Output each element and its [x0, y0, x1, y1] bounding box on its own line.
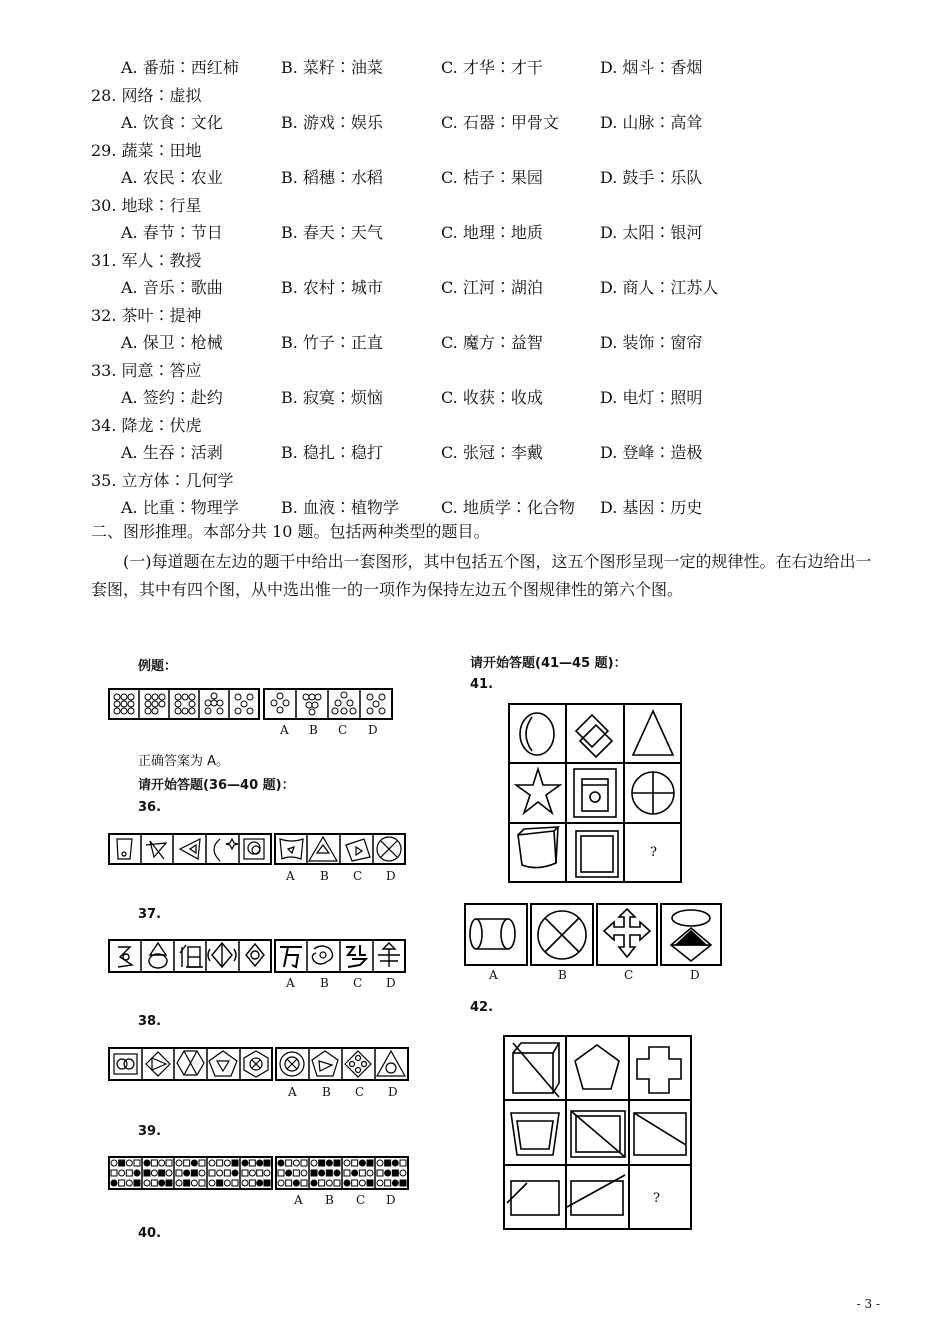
question-stem: 31. 军人∶教授 — [91, 251, 202, 270]
example-letter-d: D — [368, 723, 378, 737]
q39-dot — [159, 1180, 165, 1186]
q37-letter-b: B — [320, 976, 329, 990]
question-option-d: D. 装饰∶窗帘 — [600, 333, 703, 352]
q39-dot — [209, 1180, 215, 1186]
question-option-d: D. 电灯∶照明 — [600, 388, 703, 407]
question-stem: 32. 茶叶∶提神 — [91, 306, 202, 325]
start-41-45: 请开始答题(41—45 题)： — [470, 656, 627, 671]
example-label: 例题： — [138, 659, 178, 674]
q39-letter-b: B — [325, 1193, 334, 1207]
q39-dot — [111, 1160, 117, 1166]
q39-dot — [242, 1180, 248, 1186]
q41-letter-d: D — [690, 968, 700, 982]
question-option-b: B. 寂寞∶烦恼 — [281, 388, 383, 407]
question-option-b: B. 游戏∶娱乐 — [281, 113, 383, 132]
question-option-a: A. 农民∶农业 — [121, 168, 223, 187]
q39-dot — [367, 1160, 373, 1166]
question-option-c: C. 收获∶收成 — [441, 388, 543, 407]
q39-dot — [367, 1180, 373, 1186]
q39-dot — [191, 1170, 197, 1176]
q39-dot — [293, 1180, 299, 1186]
q27-option-c: C. 才华∶才干 — [441, 58, 543, 77]
q39-dot — [392, 1180, 398, 1186]
q41-matrix — [508, 703, 683, 884]
q39-dot — [286, 1170, 292, 1176]
q39-dot — [242, 1170, 248, 1176]
q39-dot — [134, 1180, 140, 1186]
q39-dot — [278, 1170, 284, 1176]
q39-dot — [111, 1170, 117, 1176]
q39-dot — [151, 1170, 157, 1176]
q39-number: 39. — [138, 1124, 162, 1139]
q38-letter-c: C — [355, 1085, 365, 1099]
q39-dot — [144, 1170, 150, 1176]
q36-letter-c: C — [353, 869, 363, 883]
q39-dot — [257, 1180, 263, 1186]
section2-title: 二、图形推理。本部分共 10 题。包括两种类型的题目。 — [91, 522, 490, 541]
q39-dot — [359, 1180, 365, 1186]
question-option-a: A. 比重∶物理学 — [121, 498, 239, 517]
q27-option-d: D. 烟斗∶香烟 — [600, 58, 703, 77]
q39-dot — [191, 1180, 197, 1186]
q39-dot — [176, 1160, 182, 1166]
q39-dot — [344, 1160, 350, 1166]
question-option-d: D. 山脉∶高耸 — [600, 113, 703, 132]
section2-intro: (一)每道题在左边的题干中给出一套图形，其中包括五个图，这五个图形呈现一定的规律性。在右边给出一套图，其中有四个图，从中选出惟一的一项作为保持左边五个图规律性的第六个图。 — [91, 552, 872, 599]
q39-dot — [264, 1160, 270, 1166]
question-option-d: D. 商人∶江苏人 — [600, 278, 719, 297]
q39-dot — [326, 1180, 332, 1186]
q39-dot — [377, 1160, 383, 1166]
q37-figure — [108, 939, 408, 975]
q41-question-mark: ? — [650, 845, 657, 860]
question-stem: 29. 蔬菜∶田地 — [91, 141, 202, 160]
q41-letter-c: C — [624, 968, 634, 982]
question-option-c: C. 魔方∶益智 — [441, 333, 543, 352]
q39-dot — [352, 1180, 358, 1186]
q40-number: 40. — [138, 1226, 162, 1241]
q41-options — [464, 903, 724, 967]
q39-dot — [334, 1170, 340, 1176]
q39-dot — [184, 1160, 190, 1166]
question-option-d: D. 登峰∶造极 — [600, 443, 703, 462]
q36-figure — [108, 833, 408, 867]
q39-dot — [151, 1160, 157, 1166]
q39-dot — [400, 1180, 406, 1186]
q39-dot — [144, 1160, 150, 1166]
question-option-d: D. 鼓手∶乐队 — [600, 168, 703, 187]
q39-dot — [293, 1170, 299, 1176]
q39-dot — [301, 1180, 307, 1186]
q39-dot — [134, 1170, 140, 1176]
q39-dot — [134, 1160, 140, 1166]
q39-dot — [319, 1180, 325, 1186]
q38-letter-d: D — [388, 1085, 398, 1099]
q39-dot — [159, 1160, 165, 1166]
q39-dot — [278, 1160, 284, 1166]
q39-dot — [257, 1170, 263, 1176]
q39-dot — [392, 1170, 398, 1176]
q39-dot — [119, 1180, 125, 1186]
question-option-a: A. 饮食∶文化 — [121, 113, 223, 132]
q38-letter-a: A — [288, 1085, 297, 1099]
question-option-c: C. 地质学∶化合物 — [441, 498, 575, 517]
q39-dot — [377, 1180, 383, 1186]
q39-dot — [166, 1160, 172, 1166]
q39-dot — [264, 1180, 270, 1186]
q39-dot — [319, 1160, 325, 1166]
q39-letter-a: A — [294, 1193, 303, 1207]
q39-dot — [311, 1170, 317, 1176]
q39-figure — [108, 1156, 410, 1192]
question-option-b: B. 稳扎∶稳打 — [281, 443, 383, 462]
q39-dot — [385, 1180, 391, 1186]
q39-dot — [293, 1160, 299, 1166]
q39-dot — [209, 1170, 215, 1176]
q36-letter-a: A — [286, 869, 295, 883]
q42-number: 42. — [470, 1000, 494, 1015]
q39-dot — [224, 1160, 230, 1166]
q39-dot — [264, 1170, 270, 1176]
q39-dot — [334, 1180, 340, 1186]
q39-dot — [232, 1170, 238, 1176]
q39-dot — [209, 1160, 215, 1166]
question-stem: 34. 降龙∶伏虎 — [91, 416, 202, 435]
question-stem: 30. 地球∶行星 — [91, 196, 202, 215]
q39-dot — [301, 1170, 307, 1176]
q39-dot — [217, 1180, 223, 1186]
q38-number: 38. — [138, 1014, 162, 1029]
q39-dot — [126, 1170, 132, 1176]
q39-letter-d: D — [386, 1193, 396, 1207]
question-option-b: B. 农村∶城市 — [281, 278, 383, 297]
q39-dot — [224, 1180, 230, 1186]
q37-letter-a: A — [286, 976, 295, 990]
question-option-d: D. 太阳∶银河 — [600, 223, 703, 242]
question-option-a: A. 春节∶节日 — [121, 223, 223, 242]
q39-dot — [199, 1160, 205, 1166]
q39-dot — [111, 1180, 117, 1186]
q39-dot — [199, 1170, 205, 1176]
q39-dot — [249, 1170, 255, 1176]
q39-dot — [176, 1180, 182, 1186]
q39-dot — [326, 1160, 332, 1166]
q39-dot — [199, 1180, 205, 1186]
q39-dot — [286, 1180, 292, 1186]
q39-dot — [352, 1170, 358, 1176]
example-letter-b: B — [309, 723, 318, 737]
question-option-d: D. 基因∶历史 — [600, 498, 703, 517]
q39-dot — [278, 1180, 284, 1186]
q39-dot — [184, 1180, 190, 1186]
q27-option-a: A. 番茄∶西红柿 — [121, 58, 239, 77]
q36-letter-b: B — [320, 869, 329, 883]
q39-dot — [126, 1180, 132, 1186]
q39-dot — [119, 1160, 125, 1166]
q39-dot — [359, 1170, 365, 1176]
q39-dot — [217, 1170, 223, 1176]
q39-dot — [286, 1160, 292, 1166]
q39-dot — [184, 1170, 190, 1176]
q39-dot — [176, 1170, 182, 1176]
question-option-b: B. 春天∶天气 — [281, 223, 383, 242]
question-stem: 35. 立方体∶几何学 — [91, 471, 234, 490]
q39-dot — [144, 1180, 150, 1186]
q39-dot — [126, 1160, 132, 1166]
q39-dot — [159, 1170, 165, 1176]
question-option-a: A. 签约∶赴约 — [121, 388, 223, 407]
q39-dot — [334, 1160, 340, 1166]
q39-dot — [119, 1170, 125, 1176]
example-figure — [108, 688, 393, 723]
q39-dot — [249, 1180, 255, 1186]
question-stem: 28. 网络∶虚拟 — [91, 86, 202, 105]
q39-dot — [166, 1180, 172, 1186]
q39-dot — [326, 1170, 332, 1176]
q39-dot — [377, 1170, 383, 1176]
q41-number: 41. — [470, 677, 494, 692]
q42-question-mark: ? — [653, 1191, 660, 1206]
q39-dot — [151, 1180, 157, 1186]
q39-dot — [232, 1160, 238, 1166]
question-option-b: B. 血液∶植物学 — [281, 498, 399, 517]
q39-letter-c: C — [356, 1193, 366, 1207]
example-answer: 正确答案为 A。 — [138, 754, 230, 769]
q39-dot — [392, 1160, 398, 1166]
question-option-c: C. 地理∶地质 — [441, 223, 543, 242]
q37-letter-c: C — [353, 976, 363, 990]
q39-dot — [249, 1160, 255, 1166]
q39-dot — [385, 1170, 391, 1176]
q39-dot — [385, 1160, 391, 1166]
q39-dot — [352, 1160, 358, 1166]
q39-dot — [301, 1160, 307, 1166]
question-option-b: B. 稻穗∶水稻 — [281, 168, 383, 187]
q39-dot — [344, 1180, 350, 1186]
q39-dot — [359, 1160, 365, 1166]
q39-dot — [311, 1160, 317, 1166]
q39-dot — [400, 1170, 406, 1176]
question-stem: 33. 同意∶答应 — [91, 361, 202, 380]
example-letter-a: A — [280, 723, 289, 737]
page-number: - 3 - — [856, 1297, 880, 1311]
question-option-c: C. 张冠∶李戴 — [441, 443, 543, 462]
q39-dot — [166, 1170, 172, 1176]
question-option-a: A. 保卫∶枪械 — [121, 333, 223, 352]
question-option-c: C. 石器∶甲骨文 — [441, 113, 559, 132]
question-option-a: A. 生吞∶活剥 — [121, 443, 223, 462]
question-option-b: B. 竹子∶正直 — [281, 333, 383, 352]
q36-number: 36. — [138, 800, 162, 815]
q42-matrix — [503, 1035, 693, 1231]
q41-letter-b: B — [558, 968, 567, 982]
q39-dot — [224, 1170, 230, 1176]
example-letter-c: C — [338, 723, 348, 737]
q39-dot — [367, 1170, 373, 1176]
q39-dot — [400, 1160, 406, 1166]
q41-letter-a: A — [489, 968, 498, 982]
q39-dot — [344, 1170, 350, 1176]
q36-letter-d: D — [386, 869, 396, 883]
q38-letter-b: B — [322, 1085, 331, 1099]
q39-dot — [242, 1160, 248, 1166]
q39-dot — [319, 1170, 325, 1176]
q37-number: 37. — [138, 907, 162, 922]
q27-option-b: B. 菜籽∶油菜 — [281, 58, 383, 77]
start-36-40: 请开始答题(36—40 题)： — [138, 778, 295, 793]
question-option-c: C. 桔子∶果园 — [441, 168, 543, 187]
q37-letter-d: D — [386, 976, 396, 990]
q39-dot — [191, 1160, 197, 1166]
q39-dot — [232, 1180, 238, 1186]
q39-dot — [311, 1180, 317, 1186]
q39-dot — [217, 1160, 223, 1166]
question-option-a: A. 音乐∶歌曲 — [121, 278, 223, 297]
question-option-c: C. 江河∶湖泊 — [441, 278, 543, 297]
q38-figure — [108, 1047, 410, 1083]
q39-dot — [257, 1160, 263, 1166]
